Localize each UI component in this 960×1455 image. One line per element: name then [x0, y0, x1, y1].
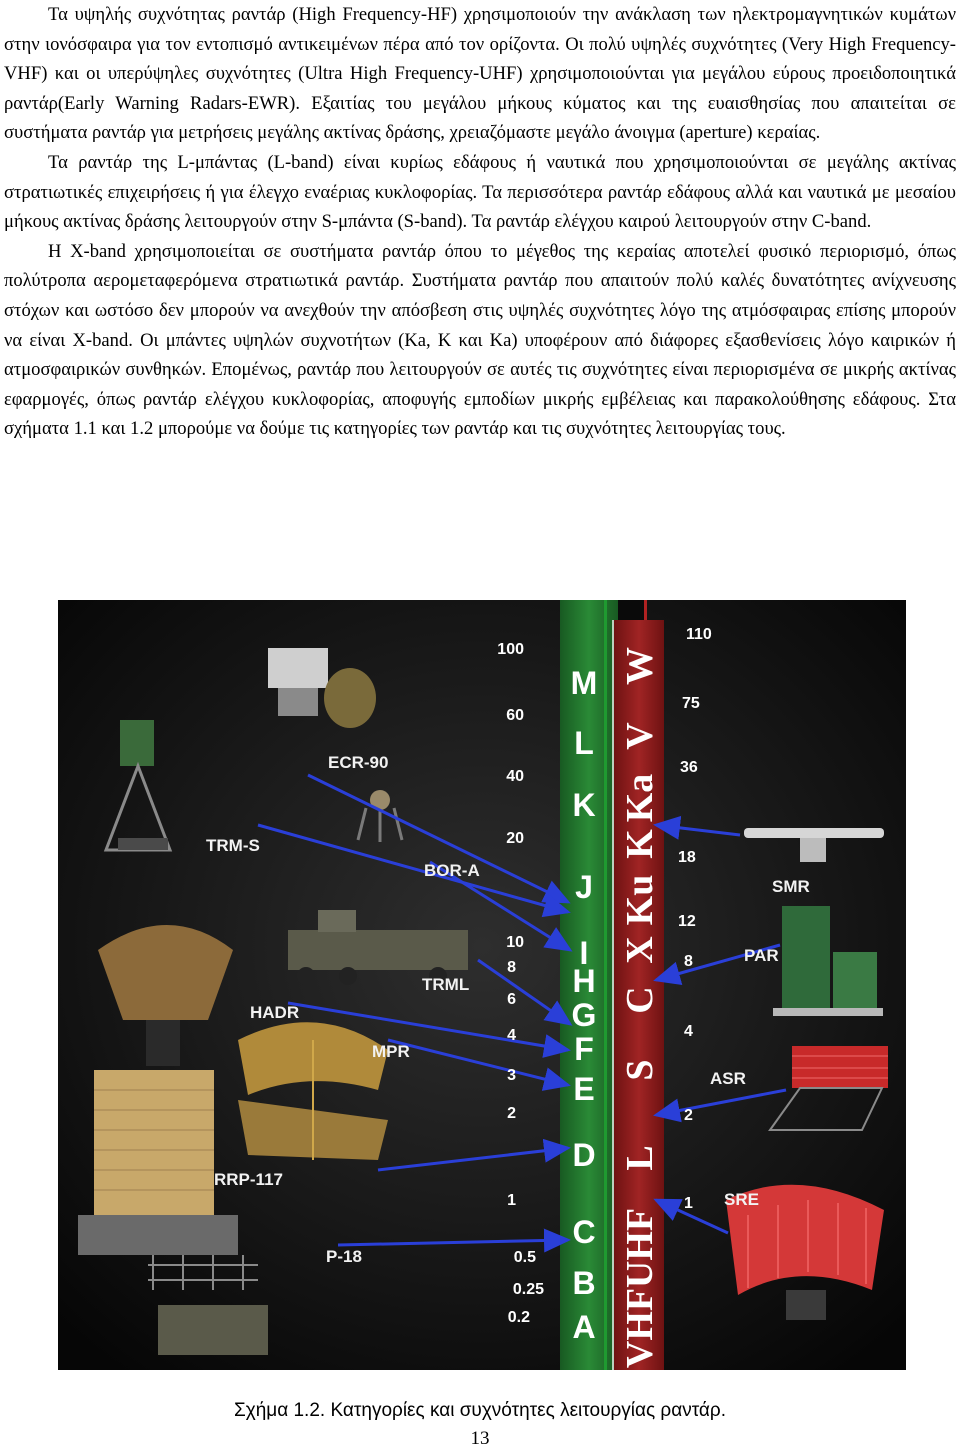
red-scale-tick: 2: [684, 1107, 693, 1124]
ieee-band-ka: Ka: [619, 773, 661, 823]
nato-band-g: G: [571, 997, 597, 1033]
green-scale-tick: 10: [506, 934, 524, 951]
nato-band-a: A: [572, 1309, 596, 1345]
label-asr: ASR: [710, 1069, 746, 1088]
red-scale-tick: 36: [680, 759, 698, 776]
ieee-band-uhf: UHF: [619, 1207, 661, 1289]
paragraph-l-band: Τα ραντάρ της L-μπάντας (L-band) είναι κυρίως εδάφους ή ναυτικά που χρησιμοποιούνται σε μεγάλης ακτίνας στρατιωτικές επιχειρήσεις ή για έλεγχο εναέριας κυκλοφορίας. Τα περισσότερα ραντάρ εδάφους αλλά και ναυτικά με μεσαίου μήκους ακτίνας δράσης λειτουργούν στην S-μπάντα (S-band). Τα ραντάρ ελέγχου καιρού λειτουργούν στην C-band.: [4, 151, 956, 233]
green-scale-tick: 0.5: [513, 1249, 536, 1266]
label-smr: SMR: [772, 877, 810, 896]
green-scale-tick: 3: [507, 1067, 516, 1084]
green-scale-tick: 20: [506, 830, 524, 847]
ieee-band-s: S: [619, 1059, 661, 1081]
label-rrp-117: RRP-117: [214, 1170, 283, 1189]
figure-caption: Σχήμα 1.2. Κατηγορίες και συχνότητες λειτουργίας ραντάρ.: [233, 1400, 727, 1421]
green-scale-tick: 100: [497, 641, 524, 658]
rrp-117-icon: [78, 1070, 238, 1255]
ieee-band-vhf: VHF: [619, 1287, 661, 1369]
red-scale-tick: 110: [686, 626, 712, 643]
page-number: 13: [470, 1428, 490, 1449]
nato-band-m: M: [570, 665, 598, 701]
label-hadr: HADR: [250, 1003, 300, 1022]
ieee-band-ku: Ku: [619, 874, 661, 926]
ieee-band-v: V: [619, 722, 661, 750]
green-scale-tick: 6: [507, 991, 516, 1008]
label-trml: TRML: [422, 975, 470, 994]
nato-band-e: E: [573, 1071, 595, 1107]
nato-band-i: I: [579, 935, 589, 971]
ieee-band-x: X: [619, 936, 661, 964]
label-trm-s: TRM-S: [206, 836, 260, 855]
label-par: PAR: [744, 946, 779, 965]
green-scale-tick: 8: [507, 959, 516, 976]
nato-band-j: J: [575, 869, 593, 905]
red-scale-tick: 8: [684, 953, 693, 970]
nato-band-k: K: [572, 787, 596, 823]
nato-band-f: F: [574, 1031, 594, 1067]
nato-band-d: D: [572, 1137, 596, 1173]
label-sre: SRE: [724, 1190, 759, 1209]
ieee-band-c: C: [619, 986, 661, 1014]
ieee-band-k: K: [619, 829, 661, 859]
label-p-18: P-18: [326, 1247, 362, 1266]
nato-band-c: C: [572, 1214, 596, 1250]
paragraph-hf-vhf-uhf: Τα υψηλής συχνότητας ραντάρ (High Frequency-HF) χρησιμοποιούν την ανάκλαση των ηλεκτρομαγνητικών κυμάτων στην ιονόσφαιρα για τον εντοπισμό αντικειμένων πέρα από τον ορίζοντα. Οι πολύ υψηλές συχνότητες (Very High Frequency-VHF) και οι υπερύψηλες συχνότητες (Ultra High Frequency-UHF) χρησιμοποιούνται για μεγάλου εύρους προειδοποιητικά ραντάρ(Early Warning Radars-EWR). Εξαιτίας του μεγάλου μήκους κύματος και της ευαισθησίας που απαιτείται σε συστήματα ραντάρ για μετρήσεις μεγάλης ακτίνας δράσης, χρειαζόμαστε μεγάλο άνοιγμα (aperture) κεραίας.: [4, 4, 956, 144]
body-text: [4, 0, 956, 444]
green-scale-tick: 2: [507, 1105, 516, 1122]
ieee-band-l: L: [619, 1145, 661, 1171]
band-divider: [612, 620, 614, 1370]
nato-band-h: H: [572, 963, 596, 999]
paragraph-x-band: Η X-band χρησιμοποιείται σε συστήματα ραντάρ όπου το μέγεθος της κεραίας αποτελεί φυσικό περιορισμό, όπως πολύτροπα αερομεταφερόμενα στρατιωτικά ραντάρ. Συστήματα ραντάρ που απαιτούν πολύ καλές δυνατότητες ανίχνευσης στόχων και ωστόσο δεν μπορούν να ανεχθούν την απόσβεση στις υψηλές συχνότητες λόγο της ατμόσφαιρας επίσης μπορούν να είναι X-band. Οι μπάντες υψηλών συχνοτήτων (Ka, K και Ka) υποφέρουν από διάφορες εξασθενίσεις λόγο καιρικών ή ατμοσφαιρικών συνθηκών. Επομένως, ραντάρ που λειτουργούν σε αυτές τις συχνότητες είναι περιορισμένα σε μικρής ακτίνας εφαρμογές, όπως ραντάρ ελέγχου κυκλοφορίας, αποφυγής εμποδίων μικρής εμβέλειας και παρακολούθησης εδάφους. Στα σχήματα 1.1 και 1.2 μπορούμε να δούμε τις κατηγορίες των ραντάρ και τις συχνότητες λειτουργίας τους.: [4, 240, 956, 440]
red-scale-tick: 4: [684, 1023, 693, 1040]
nato-band-b: B: [572, 1265, 596, 1301]
green-scale-tick: 0.25: [512, 1281, 544, 1298]
nato-band-l: L: [574, 725, 594, 761]
label-ecr-90: ECR-90: [328, 753, 389, 772]
ieee-band-w: W: [619, 647, 661, 685]
green-scale-line: [604, 600, 607, 1370]
green-scale-tick: 1: [507, 1192, 516, 1209]
red-scale-tick: 1: [684, 1195, 693, 1212]
label-mpr: MPR: [372, 1042, 410, 1061]
green-scale-tick: 0.2: [507, 1309, 530, 1326]
red-scale-tick: 12: [678, 913, 696, 930]
red-scale-tick: 75: [682, 695, 700, 712]
green-scale-tick: 40: [506, 768, 524, 785]
green-scale-tick: 4: [507, 1027, 516, 1044]
red-scale-tick: 18: [678, 849, 696, 866]
radar-bands-figure: [58, 600, 906, 1370]
green-scale-tick: 60: [506, 707, 524, 724]
label-bor-a: BOR-A: [424, 861, 480, 880]
